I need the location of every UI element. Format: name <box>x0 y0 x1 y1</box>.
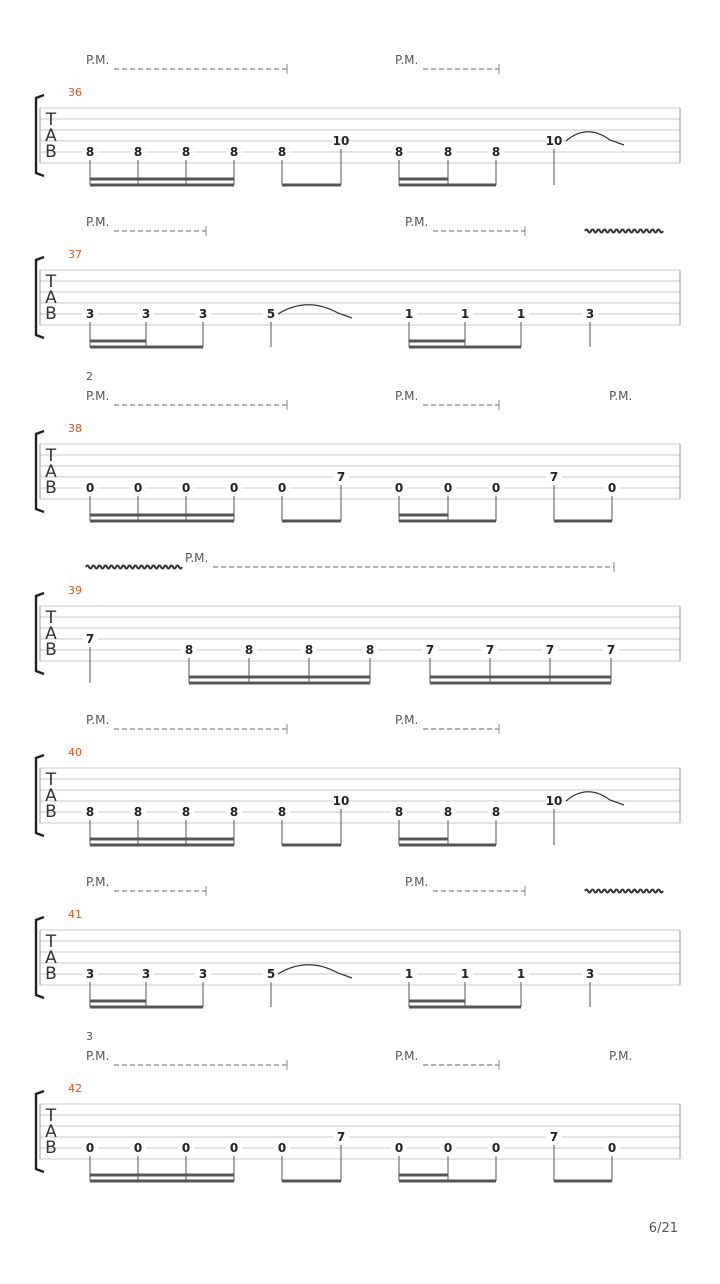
palm-mute-label: P.M. <box>609 1049 633 1063</box>
tab-clef-letter: B <box>45 478 57 498</box>
fret-number: 8 <box>181 145 191 159</box>
fret-number: 3 <box>141 307 151 321</box>
tab-clef-letter: A <box>45 288 57 308</box>
fret-number: 8 <box>229 145 239 159</box>
fret-number: 7 <box>425 643 435 657</box>
fret-number: 8 <box>394 145 404 159</box>
fret-number: 0 <box>85 1141 95 1155</box>
fret-number: 8 <box>244 643 254 657</box>
tab-system-37 <box>36 215 680 347</box>
fret-number: 3 <box>585 967 595 981</box>
vibrato-mark <box>585 230 663 233</box>
tab-clef-letter: A <box>45 786 57 806</box>
fret-number: 3 <box>85 307 95 321</box>
fret-number: 0 <box>607 481 617 495</box>
palm-mute-label: P.M. <box>609 389 633 403</box>
fret-number: 7 <box>336 470 346 484</box>
fret-number: 8 <box>491 805 501 819</box>
slide-tie <box>278 305 352 318</box>
fret-number: 0 <box>443 1141 453 1155</box>
fret-number: 8 <box>394 805 404 819</box>
fret-number: 3 <box>141 967 151 981</box>
tab-clef-letter: T <box>45 1106 57 1126</box>
tab-system-36 <box>36 53 680 185</box>
fret-number: 1 <box>460 307 470 321</box>
tab-clef-letter: T <box>45 110 57 130</box>
fret-number: 0 <box>443 481 453 495</box>
measure-number: 36 <box>68 86 82 99</box>
vibrato-mark <box>585 890 663 893</box>
repeat-count-label: 2 <box>86 370 93 383</box>
tab-system-38 <box>36 370 680 521</box>
tab-system-40 <box>36 713 680 845</box>
tab-clef-letter: B <box>45 1138 57 1158</box>
fret-number: 0 <box>607 1141 617 1155</box>
fret-number: 8 <box>184 643 194 657</box>
slide-tie <box>566 792 624 805</box>
measure-number: 38 <box>68 422 82 435</box>
fret-number: 0 <box>85 481 95 495</box>
fret-number: 7 <box>606 643 616 657</box>
palm-mute-label: P.M. <box>395 389 419 403</box>
measure-number: 39 <box>68 584 82 597</box>
fret-number: 5 <box>266 967 276 981</box>
fret-number: 7 <box>485 643 495 657</box>
fret-number: 7 <box>549 470 559 484</box>
tab-system-39 <box>36 551 680 683</box>
tab-clef-letter: A <box>45 1122 57 1142</box>
fret-number: 0 <box>277 1141 287 1155</box>
fret-number: 8 <box>443 145 453 159</box>
fret-number: 8 <box>85 805 95 819</box>
fret-number: 0 <box>394 1141 404 1155</box>
fret-number: 7 <box>336 1130 346 1144</box>
fret-number: 3 <box>585 307 595 321</box>
fret-number: 1 <box>404 307 414 321</box>
slide-tie <box>278 965 352 978</box>
palm-mute-label: P.M. <box>86 713 110 727</box>
fret-number: 8 <box>133 805 143 819</box>
palm-mute-label: P.M. <box>395 1049 419 1063</box>
fret-number: 0 <box>229 1141 239 1155</box>
tab-clef-letter: A <box>45 462 57 482</box>
fret-number: 0 <box>133 481 143 495</box>
fret-number: 8 <box>229 805 239 819</box>
tab-clef-letter: B <box>45 802 57 822</box>
fret-number: 0 <box>491 481 501 495</box>
tab-system-42 <box>36 1030 680 1181</box>
vibrato-mark <box>86 566 182 569</box>
fret-number: 3 <box>198 307 208 321</box>
fret-number: 1 <box>404 967 414 981</box>
fret-number: 7 <box>545 643 555 657</box>
fret-number: 7 <box>549 1130 559 1144</box>
palm-mute-label: P.M. <box>395 53 419 67</box>
fret-number: 3 <box>198 967 208 981</box>
tab-clef-letter: B <box>45 964 57 984</box>
palm-mute-label: P.M. <box>86 389 110 403</box>
palm-mute-label: P.M. <box>185 551 209 565</box>
tab-clef-letter: T <box>45 446 57 466</box>
fret-number: 1 <box>516 967 526 981</box>
fret-number: 3 <box>85 967 95 981</box>
tab-clef-letter: B <box>45 142 57 162</box>
fret-number: 10 <box>332 134 350 148</box>
measure-number: 40 <box>68 746 82 759</box>
tab-clef-letter: A <box>45 624 57 644</box>
tab-clef-letter: T <box>45 272 57 292</box>
fret-number: 0 <box>181 481 191 495</box>
fret-number: 8 <box>277 145 287 159</box>
fret-number: 8 <box>133 145 143 159</box>
palm-mute-label: P.M. <box>86 875 110 889</box>
measure-number: 37 <box>68 248 82 261</box>
measure-number: 41 <box>68 908 82 921</box>
fret-number: 0 <box>229 481 239 495</box>
fret-number: 5 <box>266 307 276 321</box>
fret-number: 0 <box>491 1141 501 1155</box>
fret-number: 8 <box>365 643 375 657</box>
palm-mute-label: P.M. <box>405 875 429 889</box>
fret-number: 0 <box>394 481 404 495</box>
fret-number: 8 <box>181 805 191 819</box>
tab-clef-letter: T <box>45 770 57 790</box>
fret-number: 0 <box>181 1141 191 1155</box>
palm-mute-label: P.M. <box>405 215 429 229</box>
fret-number: 10 <box>545 134 563 148</box>
fret-number: 0 <box>133 1141 143 1155</box>
fret-number: 8 <box>304 643 314 657</box>
page-number: 6/21 <box>648 1221 678 1236</box>
palm-mute-label: P.M. <box>86 53 110 67</box>
fret-number: 0 <box>277 481 287 495</box>
fret-number: 1 <box>516 307 526 321</box>
tab-system-41 <box>36 875 680 1007</box>
fret-number: 7 <box>85 632 95 646</box>
repeat-count-label: 3 <box>86 1030 93 1043</box>
fret-number: 8 <box>277 805 287 819</box>
tab-clef-letter: B <box>45 304 57 324</box>
tab-clef-letter: A <box>45 948 57 968</box>
tab-clef-letter: T <box>45 608 57 628</box>
fret-number: 8 <box>443 805 453 819</box>
palm-mute-label: P.M. <box>86 1049 110 1063</box>
palm-mute-label: P.M. <box>86 215 110 229</box>
fret-number: 1 <box>460 967 470 981</box>
tab-clef-letter: B <box>45 640 57 660</box>
measure-number: 42 <box>68 1082 82 1095</box>
fret-number: 8 <box>491 145 501 159</box>
palm-mute-label: P.M. <box>395 713 419 727</box>
fret-number: 10 <box>545 794 563 808</box>
tab-clef-letter: T <box>45 932 57 952</box>
tab-clef-letter: A <box>45 126 57 146</box>
fret-number: 8 <box>85 145 95 159</box>
fret-number: 10 <box>332 794 350 808</box>
slide-tie <box>566 132 624 145</box>
